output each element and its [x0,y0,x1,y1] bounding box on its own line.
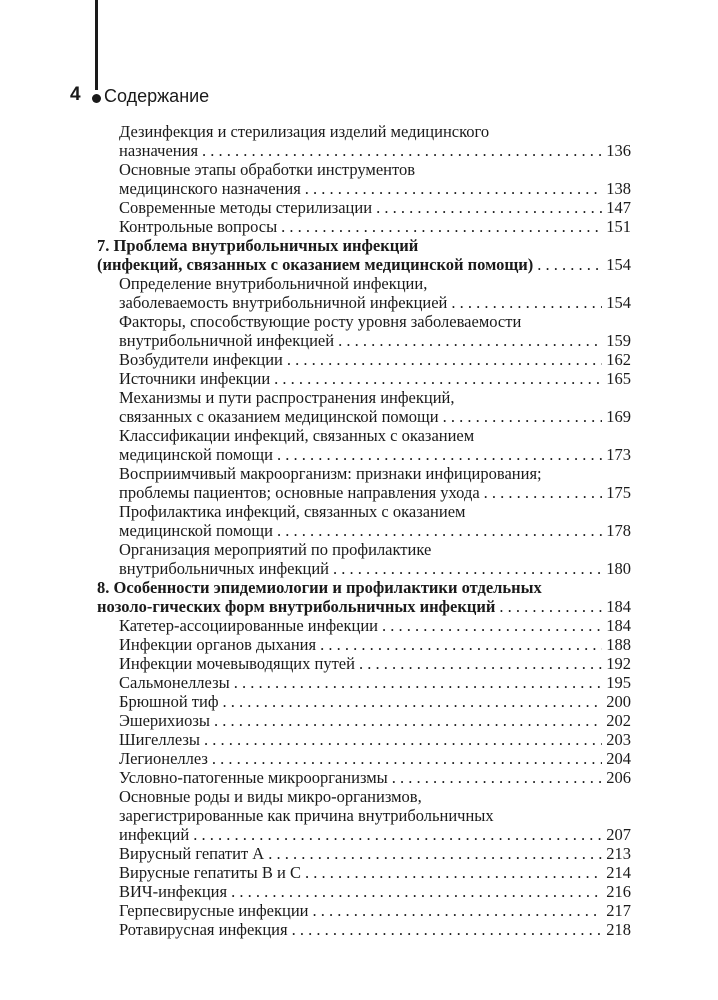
toc-page-number: 175 [606,483,631,502]
toc-entry-title: Катетер-ассоциированные инфекции [119,616,378,635]
toc-entry-title: Организация мероприятий по профилактике [119,540,432,559]
dot-leader [212,749,602,768]
toc-entry-title: Эшерихиозы [119,711,210,730]
toc-line [119,274,631,293]
toc-entry-title: связанных с оказанием медицинской помощи [119,407,439,426]
toc-page-number: 154 [606,255,631,274]
toc-entry-title: Герпесвирусные инфекции [119,901,309,920]
toc-page-number: 184 [606,616,631,635]
toc-line [119,464,631,483]
dot-leader [376,198,602,217]
toc-page-number: 203 [606,730,631,749]
toc-page-number: 188 [606,635,631,654]
dot-leader [359,654,602,673]
toc-entry-title: Профилактика инфекций, связанных с оказанием [119,502,466,521]
dot-leader [193,825,602,844]
dot-leader [443,407,603,426]
toc-page-number: 180 [606,559,631,578]
toc-entry[interactable] [97,274,631,312]
dot-leader [382,616,602,635]
toc-entry-title: назначения [119,141,199,160]
toc-entry[interactable] [97,711,631,730]
toc-entry-title: инфекций [119,825,190,844]
toc-entry[interactable] [97,426,631,464]
dot-leader [537,255,602,274]
toc-entry[interactable] [97,312,631,350]
toc-line [119,540,631,559]
toc-entry[interactable] [97,730,631,749]
dot-leader [202,141,602,160]
toc-entry[interactable] [97,844,631,863]
toc-entry-title: Контрольные вопросы [119,217,278,236]
toc-entry[interactable] [97,882,631,901]
toc-entry[interactable] [97,692,631,711]
toc-page-number: 147 [606,198,631,217]
toc-entry-title: медицинской помощи [119,521,273,540]
toc-entry[interactable] [97,635,631,654]
toc-line [119,920,631,939]
toc-line [119,369,631,388]
toc-page-number: 162 [606,350,631,369]
toc-page-number: 195 [606,673,631,692]
toc-entry-title: 8. Особенности эпидемиологии и профилактики отдельных [97,578,542,597]
toc-entry-title: (инфекций, связанных с оказанием медицинской помощи) [97,255,534,274]
toc-line [119,198,631,217]
toc-line [119,350,631,369]
toc-entry[interactable] [97,464,631,502]
toc-line [119,787,631,806]
toc-line [97,597,631,616]
toc-page-number: 213 [606,844,631,863]
toc-entry[interactable] [97,616,631,635]
toc-entry-title: заболеваемость внутрибольничной инфекцией [119,293,448,312]
toc-line [119,483,631,502]
toc-entry-title: Возбудители инфекции [119,350,283,369]
toc-section[interactable] [97,578,631,616]
toc-line [119,331,631,350]
toc-section[interactable] [97,236,631,274]
toc-entry-title: медицинской помощи [119,445,273,464]
toc-entry-title: Механизмы и пути распространения инфекций, [119,388,455,407]
toc-entry-title: проблемы пациентов; основные направления ухода [119,483,480,502]
toc-line [119,882,631,901]
toc-entry[interactable] [97,160,631,198]
page-number: 4 [70,84,81,105]
toc-page-number: 214 [606,863,631,882]
toc-line [119,730,631,749]
toc-page-number: 207 [606,825,631,844]
rule-dot [92,94,101,103]
vertical-rule [95,0,98,90]
toc-entry-title: Основные этапы обработки инструментов [119,160,416,179]
toc-entry-title: Условно-патогенные микроорганизмы [119,768,388,787]
toc-entry[interactable] [97,673,631,692]
dot-leader [234,673,603,692]
toc-line [119,426,631,445]
toc-entry[interactable] [97,920,631,939]
dot-leader [281,217,602,236]
toc-entry-title: Источники инфекции [119,369,271,388]
toc-entry-title: Легионеллез [119,749,208,768]
toc-entry-title: медицинского назначения [119,179,301,198]
toc-page-number: 216 [606,882,631,901]
toc-entry-title: 7. Проблема внутрибольничных инфекций [97,236,419,255]
toc-entry[interactable] [97,901,631,920]
toc-entry[interactable] [97,540,631,578]
toc-page-number: 136 [606,141,631,160]
toc-entry[interactable] [97,768,631,787]
toc-line [119,635,631,654]
toc-page-number: 202 [606,711,631,730]
toc-line [119,654,631,673]
toc-line [119,160,631,179]
toc-line [119,863,631,882]
toc-line [119,179,631,198]
running-title: Содержание [104,86,210,106]
toc-entry[interactable] [97,787,631,844]
dot-leader [277,521,602,540]
dot-leader [268,844,602,863]
toc-line [119,844,631,863]
table-of-contents [97,122,631,939]
toc-line [119,768,631,787]
dot-leader [287,350,602,369]
toc-entry-title: Дезинфекция и стерилизация изделий медицинского [119,122,490,141]
toc-entry-title: Ротавирусная инфекция [119,920,288,939]
dot-leader [204,730,602,749]
toc-line [119,749,631,768]
toc-page-number: 206 [606,768,631,787]
toc-entry-title: Вирусный гепатит А [119,844,265,863]
toc-page-number: 173 [606,445,631,464]
dot-leader [214,711,602,730]
toc-entry-title: Восприимчивый макроорганизм: признаки инфицирования; [119,464,542,483]
toc-line [119,407,631,426]
toc-line [119,388,631,407]
toc-entry-title: внутрибольничной инфекцией [119,331,335,350]
toc-line [97,578,631,597]
toc-entry-title: нозоло-гических форм внутрибольничных инфекций [97,597,496,616]
toc-line [119,711,631,730]
dot-leader [338,331,602,350]
toc-line [97,255,631,274]
toc-entry-title: Основные роды и виды микро-организмов, [119,787,422,806]
dot-leader [451,293,602,312]
toc-entry[interactable] [97,654,631,673]
toc-page-number: 200 [606,692,631,711]
toc-line [119,312,631,331]
toc-line [119,521,631,540]
dot-leader [333,559,602,578]
dot-leader [223,692,603,711]
dot-leader [292,920,603,939]
toc-entry-title: Вирусные гепатиты В и С [119,863,301,882]
toc-entry-title: ВИЧ-инфекция [119,882,228,901]
toc-entry-title: Современные методы стерилизации [119,198,373,217]
toc-entry-title: Факторы, способствующие росту уровня заболеваемости [119,312,522,331]
toc-line [119,502,631,521]
toc-line [119,806,631,825]
toc-entry[interactable] [97,122,631,160]
toc-entry-title: Брюшной тиф [119,692,219,711]
dot-leader [231,882,602,901]
toc-page-number: 184 [606,597,631,616]
toc-entry[interactable] [97,350,631,369]
dot-leader [392,768,602,787]
toc-entry[interactable] [97,749,631,768]
toc-line [119,122,631,141]
toc-entry[interactable] [97,388,631,426]
toc-line [119,901,631,920]
toc-line [119,825,631,844]
toc-entry-title: внутрибольничных инфекций [119,559,329,578]
toc-line [119,445,631,464]
dot-leader [484,483,603,502]
toc-page-number: 178 [606,521,631,540]
toc-page-number: 165 [606,369,631,388]
toc-entry[interactable] [97,863,631,882]
toc-entry-title: Определение внутрибольничной инфекции, [119,274,428,293]
dot-leader [320,635,602,654]
dot-leader [313,901,603,920]
toc-page-number: 204 [606,749,631,768]
toc-page-number: 192 [606,654,631,673]
toc-entry-title: зарегистрированные как причина внутрибольничных [119,806,494,825]
toc-line [119,673,631,692]
toc-entry[interactable] [97,502,631,540]
toc-page-number: 217 [606,901,631,920]
toc-page-number: 151 [606,217,631,236]
dot-leader [499,597,602,616]
toc-entry-title: Сальмонеллезы [119,673,230,692]
dot-leader [277,445,602,464]
dot-leader [305,179,602,198]
toc-line [119,217,631,236]
dot-leader [274,369,602,388]
toc-entry-title: Инфекции мочевыводящих путей [119,654,355,673]
toc-line [119,293,631,312]
toc-entry[interactable] [97,198,631,217]
toc-line [119,616,631,635]
toc-line [119,559,631,578]
toc-line [97,236,631,255]
toc-entry-title: Шигеллезы [119,730,200,749]
toc-page-number: 154 [606,293,631,312]
toc-page-number: 169 [606,407,631,426]
toc-page-number: 138 [606,179,631,198]
toc-entry-title: Классификации инфекций, связанных с оказанием [119,426,475,445]
toc-entry[interactable] [97,217,631,236]
dot-leader [305,863,602,882]
toc-entry[interactable] [97,369,631,388]
toc-line [119,141,631,160]
toc-entry-title: Инфекции органов дыхания [119,635,317,654]
toc-page-number: 218 [606,920,631,939]
toc-page-number: 159 [606,331,631,350]
toc-line [119,692,631,711]
